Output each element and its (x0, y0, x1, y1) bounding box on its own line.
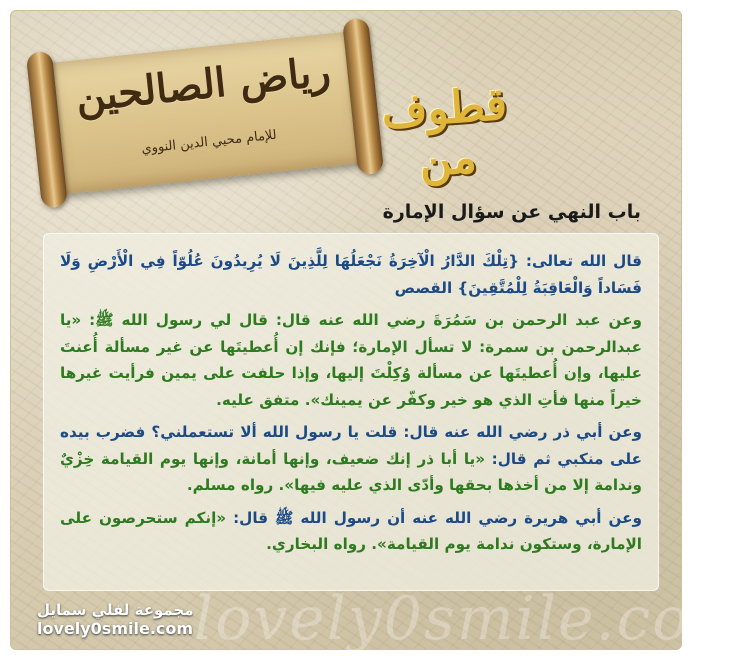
section-title: باب النهي عن سؤال الإمارة (382, 201, 641, 223)
paragraph-2 (60, 307, 642, 413)
site-name-arabic: مجموعة لفلي سمايل (37, 601, 194, 619)
text-segment: قال الله تعالى: {تِلْكَ الدَّارُ الْآخِرَةُ نَجْعَلُهَا لِلَّذِينَ لَا يُرِيدُونَ عُلُوّاً فِي الْأَرْضِ وَلَا فَسَاداً وَالْعَاقِبَةُ لِلْمُتَّقِينَ} القصص (60, 252, 642, 297)
text-segment: «إنكم ستحرصون على الإمارة، وستكون ندامة يوم القيامة». رواه البخاري. (60, 508, 642, 553)
title-scroll (16, 14, 396, 211)
paragraph-4 (60, 505, 642, 558)
text-segment: وعن أبي هريرة رضي الله عنه أن رسول الله ﷺ قال: (226, 508, 642, 527)
paragraph-3 (60, 419, 642, 499)
book-title: رياض الصالحين (73, 47, 333, 122)
site-credit[interactable] (37, 601, 194, 638)
header-word: قطوف من (379, 78, 509, 187)
text-segment: وعن عبد الرحمن بن سَمُرَةَ رضي الله عنه قال: قال لي رسول الله ﷺ: «يا عبدالرحمن بن سمرة: لا تسأل الإمارة؛ فإنك إن أُعطيتَها عن غير مسألة أُعنتَ عليها، وإن أُعطيتَها عن مسألة وُكِلْتَ إليها، وإذا حلفت على يمين فرأيت غيرها خيراً منها فأتِ الذي هو خير وكفّر عن يمينك». متفق عليه. (60, 311, 642, 409)
text-segment: «يا أبا ذر إنك ضعيف، وإنها أمانة، وإنها يوم القيامة خِزْيٌ وندامة إلا من أخذها بحقها وأدّى الذي عليه فيها». رواه مسلم. (60, 449, 642, 494)
book-author: للإمام محيي الدين النووي (140, 127, 278, 157)
watermark: lovely0smile.com (194, 584, 749, 654)
text-segment: وعن أبي ذر رضي الله عنه قال: قلت يا رسول الله ألا تستعملني؟ فضرب بيده على منكبي ثم قال: (60, 423, 642, 468)
paragraph-1 (60, 248, 642, 301)
site-url[interactable]: lovely0smile.com (37, 619, 194, 638)
parchment-background (10, 10, 749, 654)
